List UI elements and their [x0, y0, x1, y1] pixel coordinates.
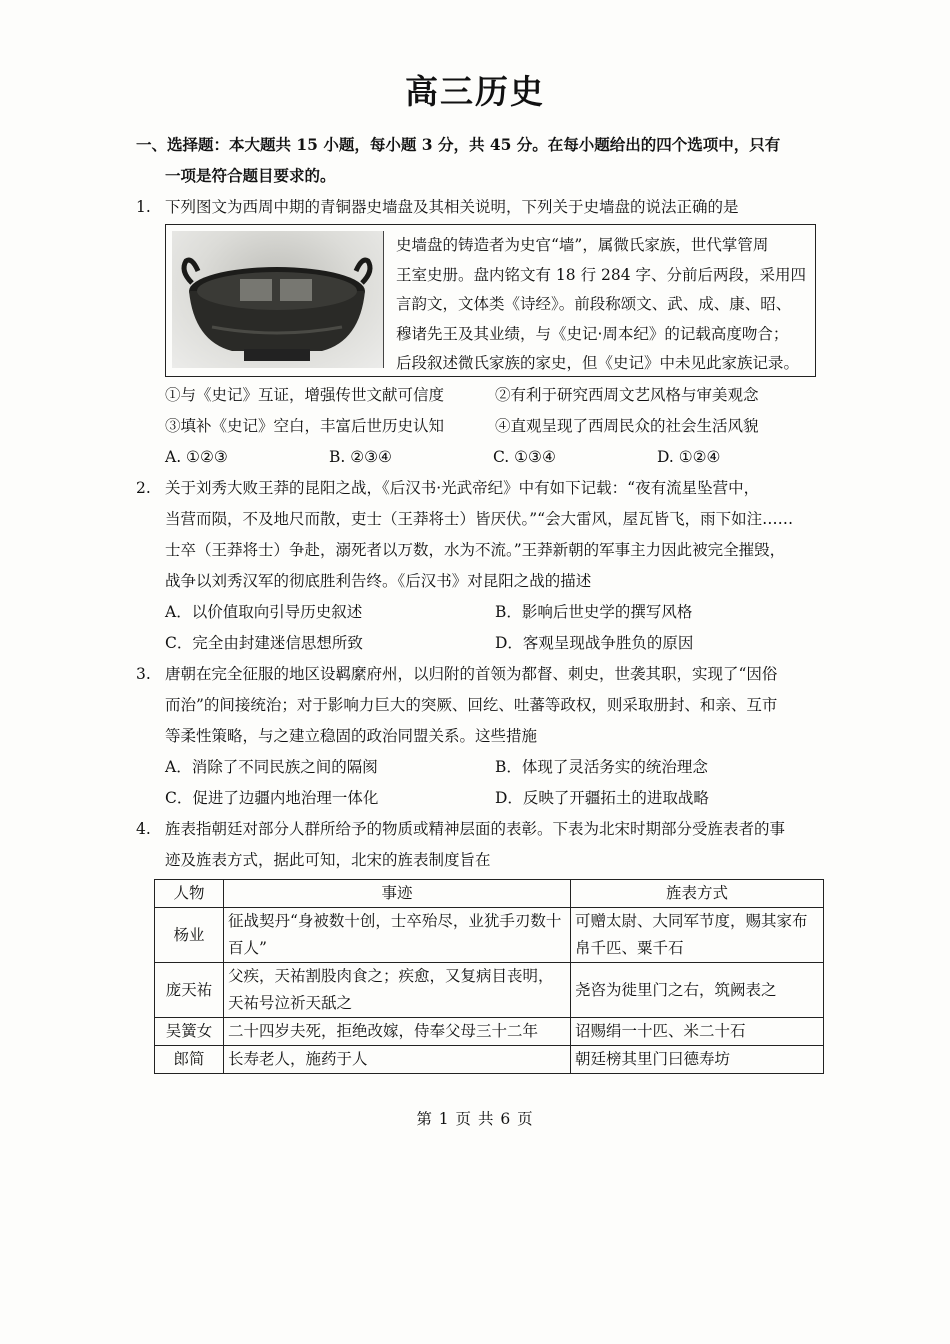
stem-line: 而治”的间接统治；对于影响力巨大的突厥、回纥、吐蕃等政权，则采取册封、和亲、互市 — [165, 696, 778, 714]
stem-line: 战争以刘秀汉军的彻底胜利告终。《后汉书》对昆阳之战的描述 — [165, 572, 592, 590]
question-number: 4. — [136, 820, 151, 838]
column-header: 旌表方式 — [571, 880, 824, 908]
options — [165, 597, 825, 659]
table-cell: 杨业 — [155, 908, 224, 963]
question-stem — [165, 659, 826, 752]
table-cell: 郎简 — [155, 1046, 224, 1074]
question-number: 3. — [136, 665, 151, 683]
question-2 — [136, 473, 826, 597]
question-stem: 下列图文为西周中期的青铜器史墙盘及其相关说明，下列关于史墙盘的说法正确的是 — [165, 198, 739, 216]
statement: ④直观呈现了西周民众的社会生活风貌 — [495, 417, 759, 435]
stem-line: 等柔性策略，与之建立稳固的政治同盟关系。这些措施 — [165, 727, 538, 745]
table-cell: 可赠太尉、大同军节度，赐其家布帛千匹、粟千石 — [571, 908, 824, 963]
option-b: B．体现了灵活务实的统治理念 — [495, 758, 708, 776]
option-d: D. ①②④ — [657, 448, 721, 466]
option-a: A．以价值取向引导历史叙述 — [165, 603, 363, 621]
stem-line: 唐朝在完全征服的地区设羁縻府州，以归附的首领为都督、刺史，世袭其职，实现了“因俗 — [165, 665, 778, 683]
section-line-2: 一项是符合题目要求的。 — [165, 166, 336, 185]
stem-line: 关于刘秀大败王莽的昆阳之战，《后汉书·光武帝纪》中有如下记载：“夜有流星坠营中， — [165, 479, 760, 497]
table-cell: 尧咨为徙里门之右，筑阙表之 — [571, 963, 824, 1018]
bronze-basin-photo — [172, 231, 384, 368]
figure-line: 王室史册。盘内铭文有 18 行 284 字、分前后两段，采用四 — [396, 265, 807, 284]
question-stem — [165, 473, 826, 597]
table-cell: 诏赐绢一十匹、米二十石 — [571, 1018, 824, 1046]
figure-line: 言韵文，文体类《诗经》。前段称颂文、武、成、康、昭、 — [396, 295, 792, 313]
question-1 — [136, 192, 826, 223]
table-cell: 长寿老人，施药于人 — [224, 1046, 571, 1074]
section-heading — [136, 129, 826, 191]
figure-line: 后段叙述微氏家族的家史，但《史记》中未见此家族记录。 — [396, 354, 800, 372]
honors-table — [154, 879, 824, 1074]
table-row — [155, 963, 824, 1018]
table-cell: 二十四岁夫死，拒绝改嫁，侍奉父母三十二年 — [224, 1018, 571, 1046]
option-a: A. ①②③ — [165, 448, 228, 466]
table-cell: 父疾，天祐割股肉食之；疾愈，又复病目丧明，天祐号泣祈天舐之 — [224, 963, 571, 1018]
figure-description — [396, 231, 810, 379]
question-number: 2. — [136, 479, 151, 497]
stem-line: 迹及旌表方式，据此可知，北宋的旌表制度旨在 — [165, 851, 491, 869]
figure-box — [165, 224, 816, 377]
option-c: C．完全由封建迷信思想所致 — [165, 634, 363, 652]
option-a: A．消除了不同民族之间的隔阂 — [165, 758, 378, 776]
question-4 — [136, 814, 826, 876]
bronze-basin-icon — [172, 231, 383, 368]
table-header-row — [155, 880, 824, 908]
statement: ③填补《史记》空白，丰富后世历史认知 — [165, 417, 445, 435]
table-cell: 吴簧女 — [155, 1018, 224, 1046]
table-cell: 庞天祐 — [155, 963, 224, 1018]
question-number: 1. — [136, 198, 151, 216]
figure-line: 史墙盘的铸造者为史官“墙”，属微氏家族，世代掌管周 — [396, 236, 769, 254]
question-stem — [165, 814, 826, 876]
column-header: 人物 — [155, 880, 224, 908]
figure-line: 穆诸先王及其业绩，与《史记·周本纪》的记载高度吻合； — [396, 324, 789, 343]
option-c: C. ①③④ — [493, 448, 556, 466]
table-row — [155, 908, 824, 963]
table-row — [155, 1046, 824, 1074]
option-b: B. ②③④ — [329, 448, 392, 466]
page-number: 第 1 页 共 6 页 — [416, 1110, 534, 1128]
table-cell: 征战契丹“身被数十创，士卒殆尽，业犹手刃数十百人” — [224, 908, 571, 963]
option-c: C．促进了边疆内地治理一体化 — [165, 789, 379, 807]
question-3 — [136, 659, 826, 752]
statements — [165, 380, 825, 473]
options — [165, 752, 825, 814]
section-line-1: 一、选择题：本大题共 15 小题，每小题 3 分，共 45 分。在每小题给出的四个选项中，只有 — [136, 135, 781, 154]
table-row — [155, 1018, 824, 1046]
statement: ②有利于研究西周文艺风格与审美观念 — [495, 386, 759, 404]
column-header: 事迹 — [224, 880, 571, 908]
stem-line: 士卒（王莽将士）争赴，溺死者以万数，水为不流。”王莽新朝的军事主力因此被完全摧毁， — [165, 541, 786, 559]
statement: ①与《史记》互证，增强传世文献可信度 — [165, 386, 445, 404]
option-d: D．客观呈现战争胜负的原因 — [495, 634, 694, 652]
option-b: B．影响后世史学的撰写风格 — [495, 603, 693, 621]
table-cell: 朝廷榜其里门曰德寿坊 — [571, 1046, 824, 1074]
page-title: 高三历史 — [405, 72, 545, 111]
stem-line: 当营而陨，不及地尺而散，吏士（王莽将士）皆厌伏。”“会大雷风，屋瓦皆飞，雨下如注…… — [165, 510, 794, 528]
option-d: D．反映了开疆拓土的进取战略 — [495, 789, 709, 807]
stem-line: 旌表指朝廷对部分人群所给予的物质或精神层面的表彰。下表为北宋时期部分受旌表者的事 — [165, 820, 786, 838]
